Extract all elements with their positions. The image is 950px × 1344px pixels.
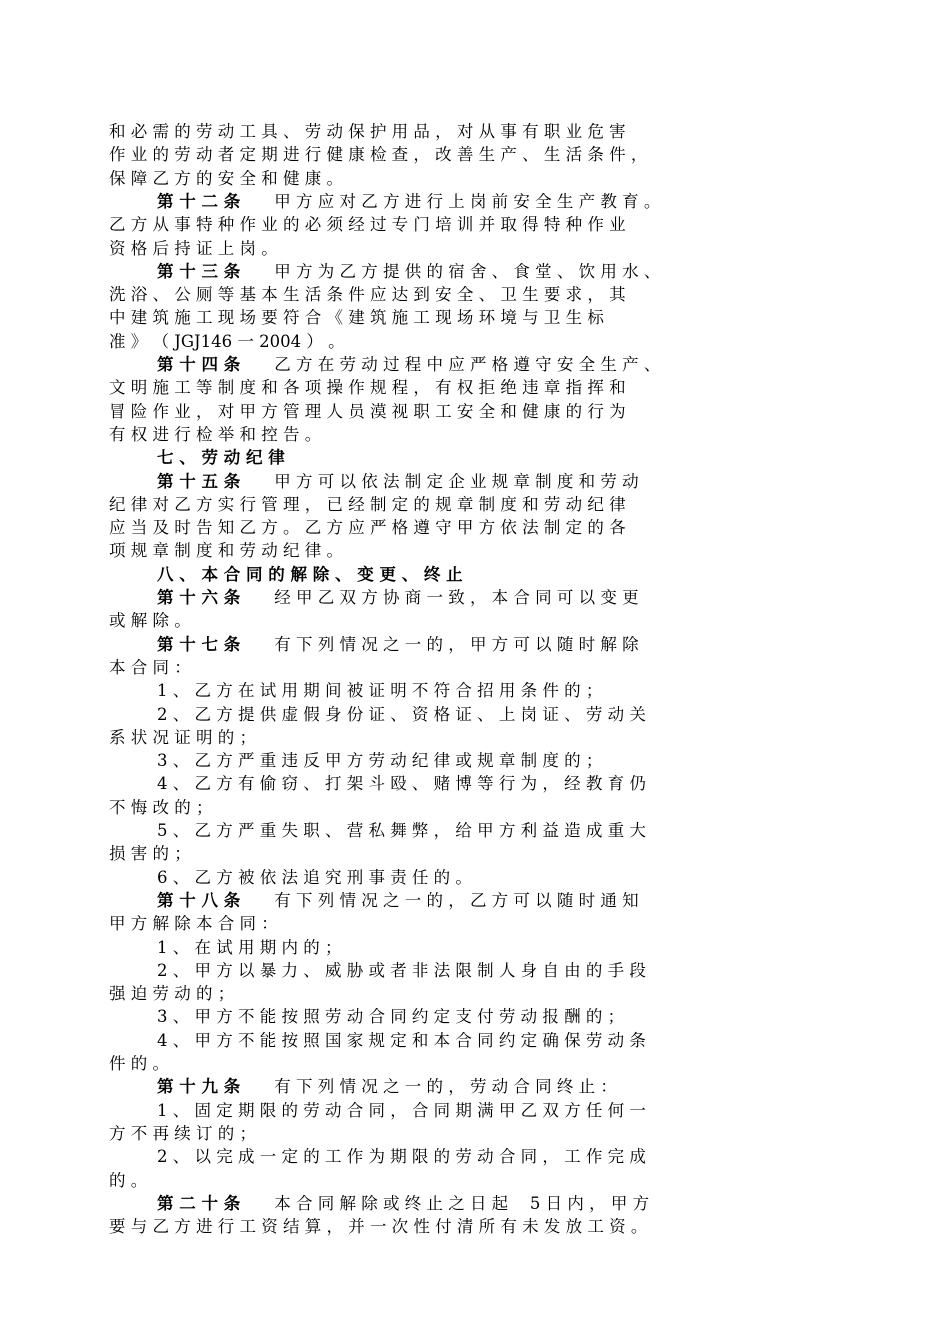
article-number: 第 十 七 条 — [157, 634, 241, 654]
text-line — [157, 633, 869, 656]
text-line — [109, 796, 869, 819]
text-line — [157, 1029, 869, 1052]
text-line — [157, 260, 869, 283]
text-line — [157, 1145, 869, 1168]
article-number: 第 十 三 条 — [157, 261, 241, 281]
text-line — [157, 772, 869, 795]
text-line — [157, 866, 869, 889]
line-text: 作 业 的 劳 动 者 定 期 进 行 健 康 检 查 ， 改 善 生 产 、 生 活 条 件 ， — [109, 145, 648, 165]
line-text: 准 》 （ JGJ146 一 2004 ） 。 — [109, 331, 345, 351]
line-text: 2 、 乙 方 提 供 虚 假 身 份 证 、 资 格 证 、 上 岗 证 、 劳 动 关 — [157, 704, 646, 724]
text-line — [157, 749, 869, 772]
line-text: 6 、 乙 方 被 依 法 追 究 刑 事 责 任 的 。 — [157, 867, 472, 887]
text-line — [157, 936, 869, 959]
text-line — [109, 1169, 869, 1192]
text-line — [157, 819, 869, 842]
text-line — [157, 586, 869, 609]
article-number: 第 十 六 条 — [157, 588, 241, 607]
text-line — [109, 423, 869, 446]
text-line — [109, 237, 869, 260]
text-line — [157, 959, 869, 982]
text-line — [109, 539, 869, 562]
text-line — [157, 190, 869, 213]
text-line — [109, 167, 869, 190]
line-text: 甲 方 可 以 依 法 制 定 企 业 规 章 制 度 和 劳 动 — [274, 471, 639, 491]
text-line — [109, 306, 869, 329]
line-text: 有 权 进 行 检 举 和 控 告 。 — [109, 424, 322, 444]
line-text: 冒 险 作 业 ， 对 甲 方 管 理 人 员 漠 视 职 工 安 全 和 健 康 的 行 为 — [109, 401, 626, 421]
line-text: 资 格 后 持 证 上 岗 。 — [109, 238, 278, 258]
text-line — [109, 516, 869, 539]
line-text: 有 下 列 情 况 之 一 的 ， 劳 动 合 同 终 止 ： — [274, 1077, 617, 1097]
line-text: 件 的 。 — [109, 1054, 169, 1073]
text-line — [109, 283, 869, 306]
text-line — [109, 609, 869, 632]
text-line — [109, 726, 869, 749]
line-text: 或 解 除 。 — [109, 611, 191, 631]
article-number: 第 十 九 条 — [157, 1077, 241, 1097]
line-text: 1 、 乙 方 在 试 用 期 间 被 证 明 不 符 合 招 用 条 件 的 ； — [157, 681, 603, 701]
text-line — [157, 1192, 869, 1215]
line-text: 纪 律 对 乙 方 实 行 管 理 ， 已 经 制 定 的 规 章 制 度 和 劳 动 纪 律 — [109, 494, 626, 514]
line-text: 乙 方 在 劳 动 过 程 中 应 严 格 遵 守 安 全 生 产 、 — [274, 355, 661, 374]
text-line — [157, 679, 869, 702]
text-line — [157, 1005, 869, 1028]
line-text: 4 、 甲 方 不 能 按 照 国 家 规 定 和 本 合 同 约 定 确 保 劳 动 条 — [157, 1030, 646, 1050]
line-text: 有 下 列 情 况 之 一 的 ， 乙 方 可 以 随 时 通 知 — [274, 890, 639, 910]
line-text: 本 合 同 解 除 或 终 止 之 日 起 5 日 内 ， 甲 方 — [274, 1193, 650, 1213]
line-text: 保 障 乙 方 的 安 全 和 健 康 。 — [109, 168, 343, 188]
text-line — [109, 842, 869, 865]
line-text: 系 状 况 证 明 的 ； — [109, 727, 256, 747]
line-text: 应 当 及 时 告 知 乙 方 。 乙 方 应 严 格 遵 守 甲 方 依 法 制 定 的 各 — [109, 518, 626, 538]
article-number: 第 十 二 条 — [157, 191, 241, 211]
text-line — [109, 1052, 869, 1075]
text-line — [109, 213, 869, 236]
line-text: 强 迫 劳 动 的 ； — [109, 984, 235, 1004]
text-line — [109, 330, 869, 353]
text-line — [109, 1215, 869, 1238]
line-text: 方 不 再 续 订 的 ； — [109, 1123, 256, 1143]
text-line — [157, 703, 869, 726]
line-text: 损 害 的 ； — [109, 844, 191, 864]
line-text: 2 、 以 完 成 一 定 的 工 作 为 期 限 的 劳 动 合 同 ， 工 作 完 成 — [157, 1147, 646, 1167]
text-line — [109, 1122, 869, 1145]
text-line — [157, 470, 869, 493]
line-text: 中 建 筑 施 工 现 场 要 符 合 《 建 筑 施 工 现 场 环 境 与 卫 生 标 — [109, 308, 604, 328]
line-text: 1 、 固 定 期 限 的 劳 动 合 同 ， 合 同 期 满 甲 乙 双 方 任 何 一 — [157, 1100, 646, 1120]
line-text: 不 悔 改 的 ； — [109, 797, 213, 817]
text-line — [109, 912, 869, 935]
line-text: 文 明 施 工 等 制 度 和 各 项 操 作 规 程 ， 有 权 拒 绝 违 章 指 挥 和 — [109, 378, 626, 398]
text-line — [157, 563, 869, 586]
line-text: 的 。 — [109, 1170, 148, 1190]
text-line — [157, 889, 869, 912]
line-text: 乙 方 从 事 特 种 作 业 的 必 须 经 过 专 门 培 训 并 取 得 特 种 作 业 — [109, 215, 626, 235]
text-line — [109, 143, 869, 166]
line-text: 甲 方 应 对 乙 方 进 行 上 岗 前 安 全 生 产 教 育 。 — [274, 191, 661, 211]
line-text: 本 合 同 ： — [109, 657, 191, 677]
text-line — [109, 376, 869, 399]
line-text: 2 、 甲 方 以 暴 力 、 威 胁 或 者 非 法 限 制 人 身 自 由 的 手 段 — [157, 960, 646, 980]
text-line — [157, 446, 869, 469]
article-number: 第 二 十 条 — [157, 1193, 241, 1213]
line-text: 1 、 在 试 用 期 内 的 ； — [157, 937, 342, 957]
text-line — [109, 400, 869, 423]
text-line — [109, 493, 869, 516]
line-text: 甲 方 为 乙 方 提 供 的 宿 舍 、 食 堂 、 饮 用 水 、 — [274, 261, 661, 281]
line-text: 和 必 需 的 劳 动 工 具 、 劳 动 保 护 用 品 ， 对 从 事 有 职 业 危 害 — [109, 122, 626, 141]
line-text: 要 与 乙 方 进 行 工 资 结 算 ， 并 一 次 性 付 清 所 有 未 发 放 工 资 。 — [109, 1217, 648, 1237]
article-number: 第 十 八 条 — [157, 890, 241, 910]
line-text: 4 、 乙 方 有 偷 窃 、 打 架 斗 殴 、 赌 博 等 行 为 ， 经 教 育 仍 — [157, 774, 646, 794]
text-line — [157, 1099, 869, 1122]
line-text: 项 规 章 制 度 和 劳 动 纪 律 。 — [109, 541, 343, 561]
article-number: 第 十 五 条 — [157, 471, 241, 491]
text-line — [157, 1075, 869, 1098]
line-text: 3 、 甲 方 不 能 按 照 劳 动 合 同 约 定 支 付 劳 动 报 酬 的 ； — [157, 1007, 625, 1027]
line-text: 3 、 乙 方 严 重 违 反 甲 方 劳 动 纪 律 或 规 章 制 度 的 ； — [157, 751, 603, 771]
line-text: 甲 方 解 除 本 合 同 ： — [109, 914, 278, 934]
line-text: 洗 浴 、 公 厕 等 基 本 生 活 条 件 应 达 到 安 全 、 卫 生 要 求 ， 其 — [109, 285, 626, 305]
text-line — [157, 353, 869, 376]
line-text: 经 甲 乙 双 方 协 商 一 致 ， 本 合 同 可 以 变 更 — [274, 588, 639, 607]
line-text: 有 下 列 情 况 之 一 的 ， 甲 方 可 以 随 时 解 除 — [274, 634, 639, 654]
text-line — [109, 656, 869, 679]
section-heading: 七 、 劳 动 纪 律 — [157, 448, 285, 468]
section-heading: 八 、 本 合 同 的 解 除 、 变 更 、 终 止 — [157, 564, 463, 584]
line-text: 5 、 乙 方 严 重 失 职 、 营 私 舞 弊 ， 给 甲 方 利 益 造 成 重 大 — [157, 821, 646, 840]
text-line — [109, 120, 869, 143]
text-line — [109, 982, 869, 1005]
article-number: 第 十 四 条 — [157, 355, 241, 374]
